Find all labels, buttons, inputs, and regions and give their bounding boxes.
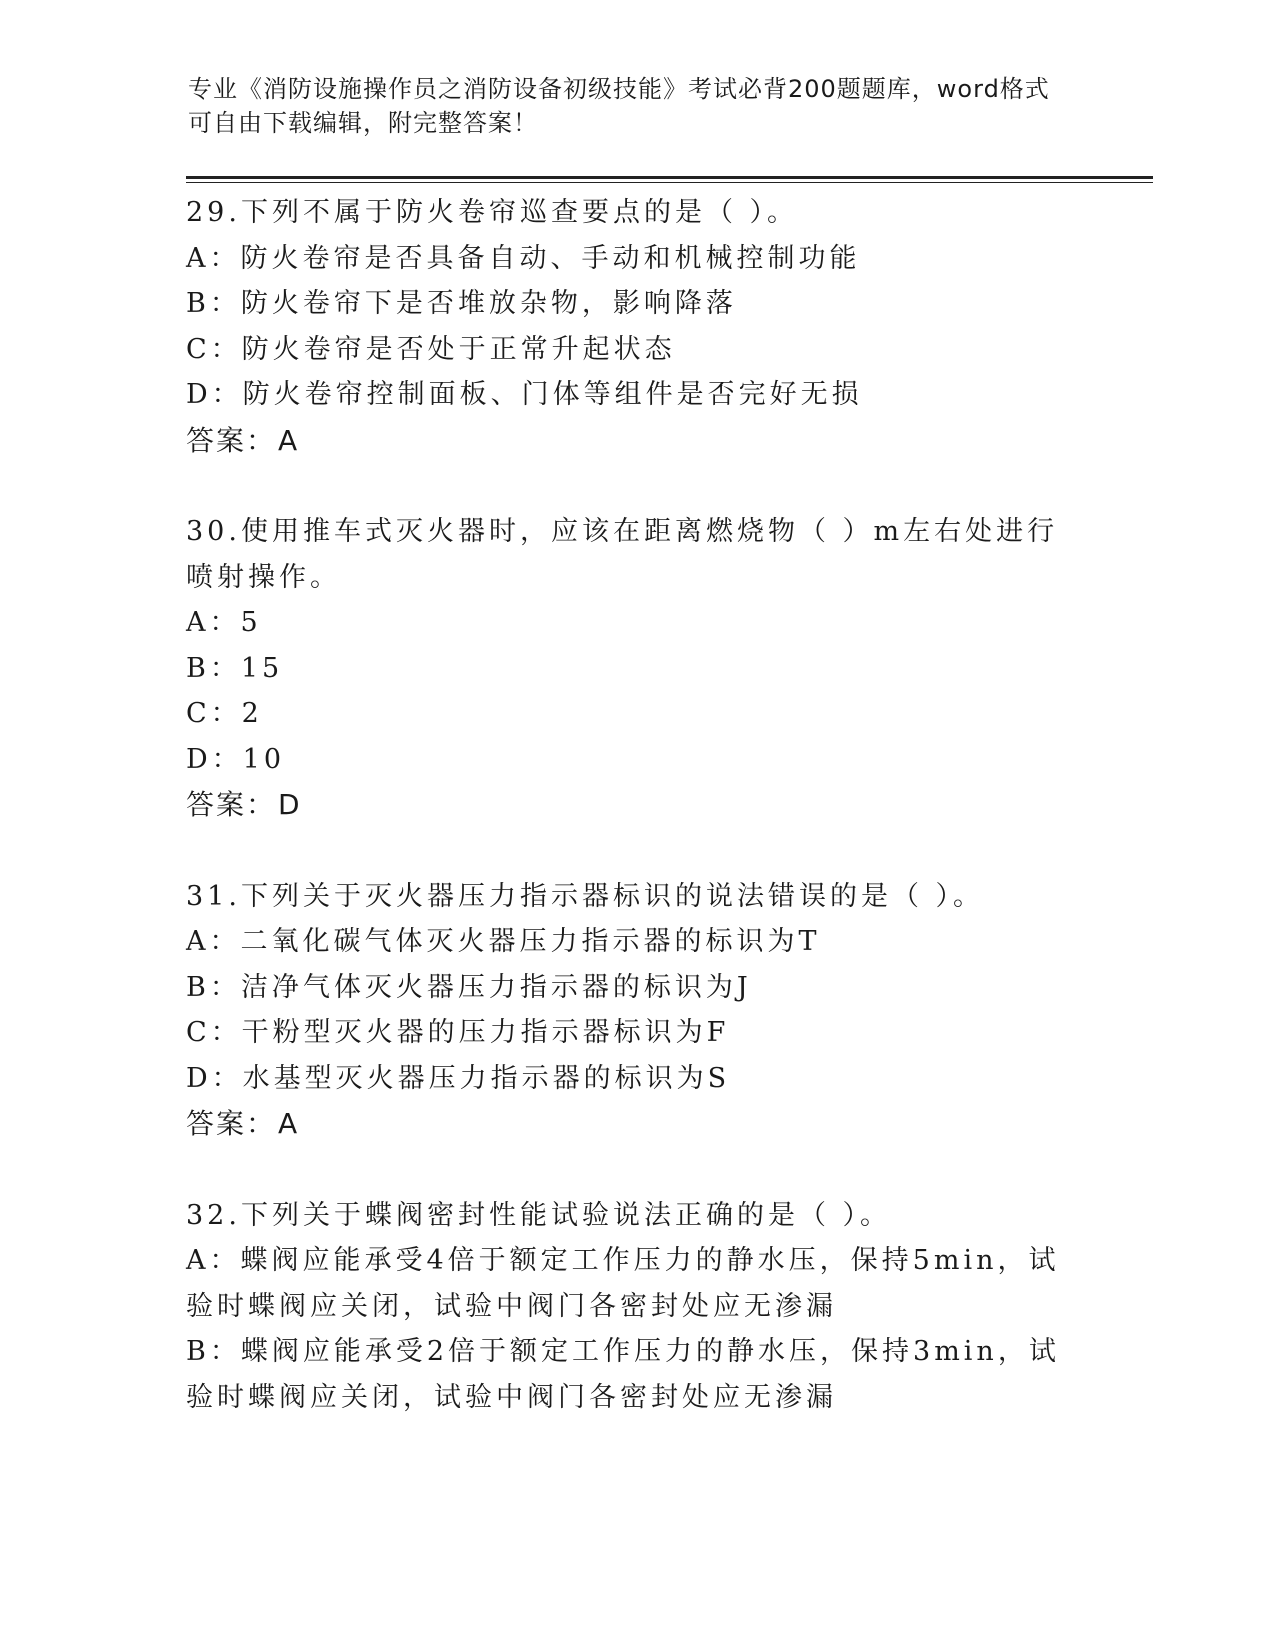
option-b: B：蝶阀应能承受2倍于额定工作压力的静水压，保持3min，试验时蝶阀应关闭，试验中阀门各密封处应无渗漏	[186, 1336, 1060, 1413]
answer-line	[186, 1101, 1086, 1147]
question-stem: 29.下列不属于防火卷帘巡查要点的是（ ）。	[186, 197, 799, 228]
document-header: 专业《消防设施操作员之消防设备初级技能》考试必背200题题库，word格式可自由下载编辑，附完整答案！	[188, 75, 1050, 137]
option-d: D：10	[186, 743, 286, 775]
answer-label: 答案：	[186, 1107, 277, 1140]
question-stem: 31.下列关于灭火器压力指示器标识的说法错误的是（ ）。	[186, 880, 985, 912]
option-a: A：防火卷帘是否具备自动、手动和机械控制功能	[186, 242, 861, 274]
answer-value: D	[278, 788, 302, 821]
option-c: C：干粉型灭火器的压力指示器标识为F	[186, 1017, 730, 1048]
question-stem: 32.下列关于蝶阀密封性能试验说法正确的是（ ）。	[186, 1199, 892, 1231]
option-d: D：水基型灭火器压力指示器的标识为S	[186, 1062, 731, 1094]
option-b: B：洁净气体灭火器压力指示器的标识为J	[186, 971, 752, 1003]
header-rule-thin	[186, 182, 1153, 183]
question-stem: 30.使用推车式灭火器时，应该在距离燃烧物（ ）m左右处进行喷射操作。	[186, 516, 1059, 593]
option-c: C：2	[186, 698, 263, 729]
option-d: D：防火卷帘控制面板、门体等组件是否完好无损	[186, 379, 863, 410]
answer-value: A	[278, 1107, 300, 1140]
question-list	[186, 190, 1086, 1466]
answer-line	[186, 418, 1086, 464]
option-a: A：蝶阀应能承受4倍于额定工作压力的静水压，保持5min，试验时蝶阀应关闭，试验中阀门各密封处应无渗漏	[186, 1245, 1060, 1322]
answer-line	[186, 782, 1086, 828]
answer-label: 答案：	[186, 788, 277, 821]
option-a: A：二氧化碳气体灭火器压力指示器的标识为T	[186, 926, 821, 957]
question-29	[186, 190, 1086, 463]
answer-value: A	[278, 423, 300, 457]
question-31	[186, 874, 1086, 1147]
option-b: B：防火卷帘下是否堆放杂物，影响降落	[186, 288, 737, 319]
answer-label: 答案：	[186, 423, 277, 457]
header-rule-thick	[186, 176, 1153, 179]
option-b: B：15	[186, 652, 284, 684]
question-30	[186, 509, 1086, 828]
option-c: C：防火卷帘是否处于正常升起状态	[186, 333, 676, 365]
question-32	[186, 1193, 1086, 1421]
option-a: A：5	[186, 607, 262, 638]
